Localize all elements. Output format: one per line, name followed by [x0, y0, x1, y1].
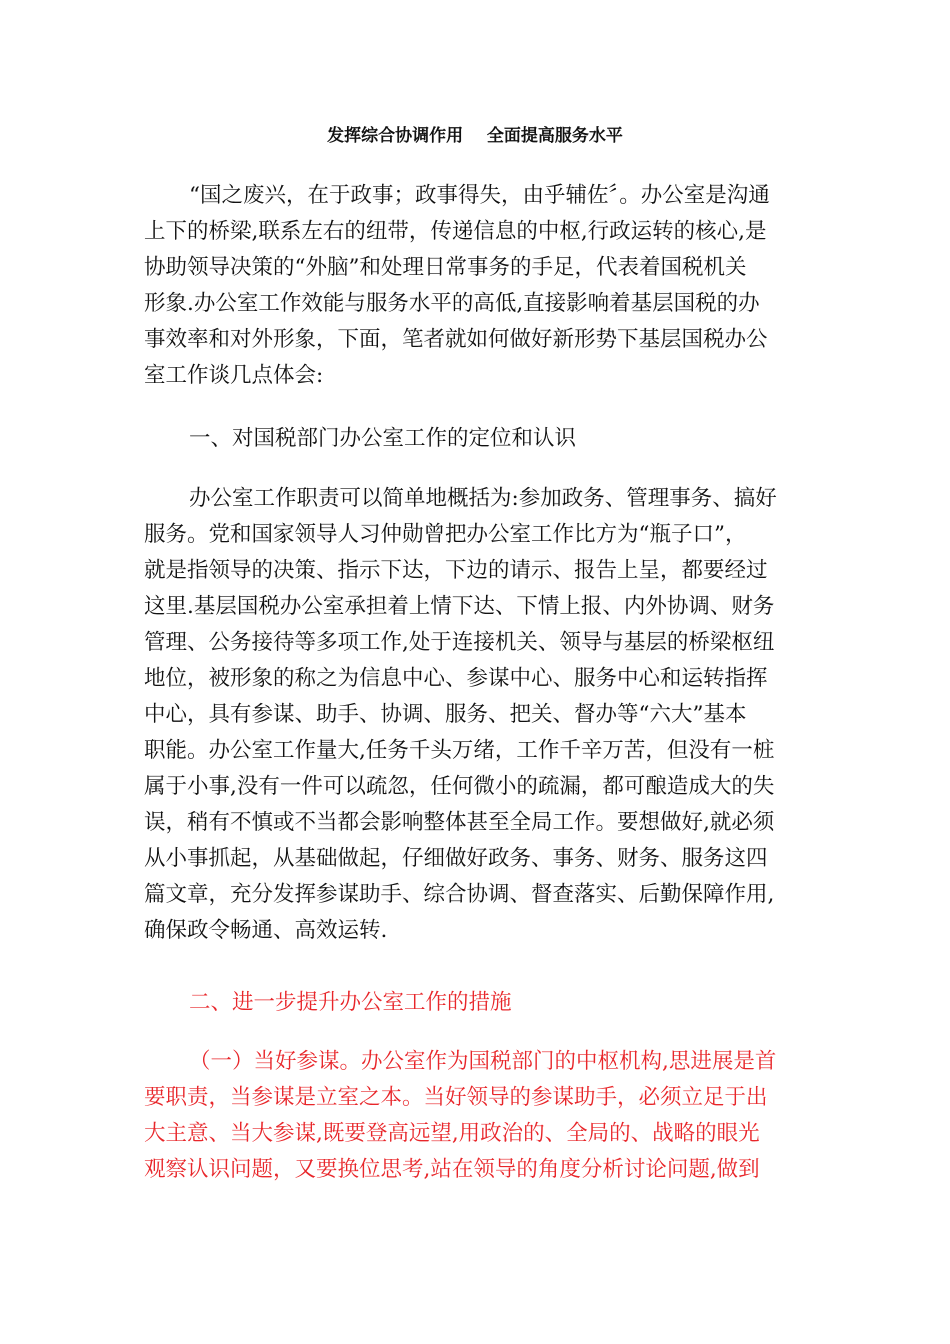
paragraph-line: 办公室工作职责可以简单地概括为:参加政务、管理事务、搞好	[189, 486, 777, 511]
paragraph-line: 室工作谈几点体会:	[144, 363, 324, 388]
paragraph-line: “国之废兴，在于政事；政事得失，由乎辅佐〞。办公室是沟通	[189, 183, 770, 208]
paragraph-line: 误，稍有不慎或不当都会影响整体甚至全局工作。要想做好,就必须	[144, 810, 775, 835]
paragraph-line: 就是指领导的决策、指示下达，下边的请示、报告上呈，都要经过	[144, 558, 768, 583]
paragraph-line: 事效率和对外形象，下面，笔者就如何做好新形势下基层国税办公	[144, 327, 768, 352]
paragraph-line: 这里.基层国税办公室承担着上情下达、下情上报、内外协调、财务	[144, 594, 775, 619]
paragraph-line-highlighted: 观察认识问题，又要换位思考,站在领导的角度分析讨论问题,做到	[144, 1157, 760, 1182]
paragraph-line-highlighted: 大主意、当大参谋,既要登高远望,用政治的、全局的、战略的眼光	[144, 1121, 760, 1146]
paragraph-line: 从小事抓起，从基础做起，仔细做好政务、事务、财务、服务这四	[144, 846, 768, 871]
paragraph-line: 上下的桥梁,联系左右的纽带，传递信息的中枢,行政运转的核心,是	[144, 219, 767, 244]
paragraph-line: 确保政令畅通、高效运转.	[144, 918, 388, 943]
paragraph-line: 中心，具有参谋、助手、协调、服务、把关、督办等“六大”基本	[144, 702, 747, 727]
paragraph-line-highlighted: 要职责，当参谋是立室之本。当好领导的参谋助手，必须立足于出	[144, 1085, 768, 1110]
section-heading-highlighted: 二、进一步提升办公室工作的措施	[189, 990, 512, 1015]
paragraph-line: 管理、公务接待等多项工作,处于连接机关、领导与基层的桥梁枢纽	[144, 630, 775, 655]
paragraph-line: 地位，被形象的称之为信息中心、参谋中心、服务中心和运转指挥	[144, 666, 768, 691]
paragraph-line: 职能。办公室工作量大,任务千头万绪，工作千辛万苦，但没有一桩	[144, 738, 775, 763]
paragraph-line: 协助领导决策的“外脑”和处理日常事务的手足，代表着国税机关	[144, 255, 747, 280]
paragraph-line: 服务。党和国家领导人习仲勋曾把办公室工作比方为“瓶子口”，	[144, 522, 747, 547]
paragraph-line: 篇文章，充分发挥参谋助手、综合协调、督查落实、后勤保障作用,	[144, 882, 775, 907]
paragraph-line: 属于小事,没有一件可以疏忽，任何微小的疏漏，都可酿造成大的失	[144, 774, 775, 799]
document-title: 发挥综合协调作用 全面提高服务水平	[327, 126, 623, 146]
paragraph-line-highlighted: （一）当好参谋。办公室作为国税部门的中枢机构,思进展是首	[189, 1049, 777, 1074]
section-heading: 一、对国税部门办公室工作的定位和认识	[189, 426, 577, 451]
paragraph-line: 形象.办公室工作效能与服务水平的高低,直接影响着基层国税的办	[144, 291, 760, 316]
